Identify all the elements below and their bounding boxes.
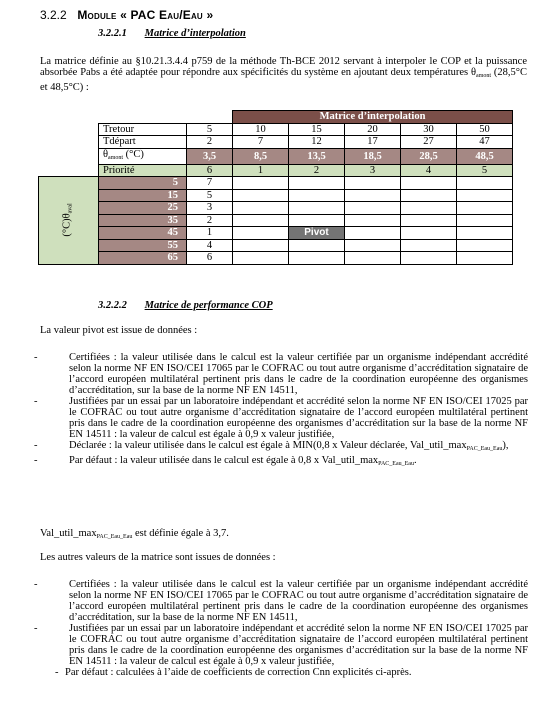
aval-priority: 7 [187,177,233,190]
aval-temp: 25 [99,202,187,215]
subsection-title-2: Matrice de performance COP [144,300,273,311]
pivot-cell: Pivot [289,227,345,240]
tretour-cell: 50 [457,123,513,136]
list-item: - Par défaut : calculées à l’aide de coefficients de correction Cnn explicités ci-après. [55,667,412,678]
theta-amont-cell: 13,5 [289,148,345,164]
aval-priority: 6 [187,252,233,265]
subsection-title-1: Matrice d’interpolation [144,28,246,39]
autres-intro: Les autres valeurs de la matrice sont issues de données : [40,552,276,563]
list-item: - Justifiées par un essai par un laboratoire indépendant et accrédité selon la norme NF EN ISO/CEI 17025 par le COFRAC ou tout autre organisme d’accréditation signataire de l’accord européen multilatéral pertinent pris dans le cadre de la coordination européenne des organismes d’accréditation sur la base de la norme NF EN 14511 : la valeur de calcul est égale à 0,9 x valeur justifiée, [34,396,528,440]
priorite-cell: 1 [233,164,289,177]
aval-row [39,202,513,215]
list-item: - Certifiées : la valeur utilisée dans le calcul est la valeur certifiée par un organisme indépendant accrédité selon la norme NF EN ISO/CEI 17065 par le COFRAC ou tout autre organisme d’accréditation signataire de l’accord européen multilatéral pertinent pris dans le cadre de la coordination européenne des organismes d’accréditation, sur la base de la norme NF EN 14511, [34,352,528,396]
aval-row [39,227,513,240]
tretour-label: Tretour [99,123,187,136]
aval-priority: 4 [187,239,233,252]
subsection-heading-2 [98,300,273,311]
intro-subscript: amont [476,73,492,79]
theta-aval-label: $(^\circ C)\theta_{aval}$ [39,177,99,265]
priorite-row [39,164,513,177]
pivot-intro: La valeur pivot est issue de données : [40,325,198,336]
tretour-cell: 5 [187,123,233,136]
tdepart-cell: 27 [401,136,457,149]
tretour-cell: 20 [345,123,401,136]
aval-temp: 15 [99,189,187,202]
aval-row [39,189,513,202]
aval-temp: 35 [99,214,187,227]
tdepart-label: Tdépart [99,136,187,149]
intro-text-1: La matrice définie au §10.21.3.4.4 p759 de la méthode Th-BCE 2012 servant à interpoler le COP et la puissance absorbée Pabs a été adaptée pour répondre aux spécificités du système en ajoutant deux températures θ [40,56,527,78]
subsection-heading-1 [98,28,246,39]
aval-priority: 3 [187,202,233,215]
matrix-header-row [39,111,513,124]
section-heading [40,8,213,22]
aval-temp: 45 [99,227,187,240]
aval-priority: 5 [187,189,233,202]
subsection-number-2: 3.2.2.2 [98,300,127,311]
list-item: - Déclarée : la valeur utilisée dans le calcul est égale à MIN(0,8 x Valeur déclarée, $Val\_util\_\max_{PAC\_Eau\_Eau}$), [34,440,509,452]
list-item: - Justifiées par un essai par un laboratoire indépendant et accrédité selon la norme NF EN ISO/CEI 17025 par le COFRAC ou tout autre organisme d’accréditation signataire de l’accord européen multilatéral pertinent pris dans le cadre de la coordination européenne des organismes d’accréditation sur la base de la norme NF EN 14511 : la valeur de calcul est égale à 0,9 x valeur justifiée, [34,623,528,667]
priorite-cell: 5 [457,164,513,177]
aval-priority: 2 [187,214,233,227]
tretour-row [39,123,513,136]
theta-amont-label: $\theta_{amont}$ (°C) [99,148,187,164]
aval-priority: 1 [187,227,233,240]
priorite-cell: 3 [345,164,401,177]
other-values-list [34,579,528,678]
aval-temp: 65 [99,252,187,265]
aval-row [39,177,513,190]
tdepart-cell: 7 [233,136,289,149]
theta-amont-cell: 8,5 [233,148,289,164]
tdepart-cell: 2 [187,136,233,149]
valutil-paragraph: $Val\_util\_\max_{PAC\_Eau\_Eau}$ est définie égale à 3,7. [40,528,229,540]
aval-row [39,239,513,252]
theta-amont-cell: 48,5 [457,148,513,164]
priorite-cell: 4 [401,164,457,177]
priorite-label: Priorité [99,164,187,177]
tdepart-cell: 17 [345,136,401,149]
section-number: 3.2.2 [40,8,67,22]
theta-amont-cell: 28,5 [401,148,457,164]
pivot-sources-list [34,352,528,470]
aval-temp: 5 [99,177,187,190]
priorite-cell: 2 [289,164,345,177]
theta-amont-cell: 18,5 [345,148,401,164]
section-title: Module « PAC Eau/Eau » [77,8,214,22]
matrix-header: Matrice d’interpolation [233,111,513,124]
theta-amont-cell: 3,5 [187,148,233,164]
tdepart-cell: 12 [289,136,345,149]
theta-amont-row [39,148,513,164]
list-item: - Certifiées : la valeur utilisée dans le calcul est la valeur certifiée par un organisme indépendant accrédité selon la norme NF EN ISO/CEI 17065 par le COFRAC ou tout autre organisme d’accréditation signataire de l’accord européen multilatéral pertinent pris dans le cadre de la coordination européenne des organismes d’accréditation, sur la base de la norme NF EN 14511, [34,579,528,623]
intro-text-2: (28,5°C et 48,5°C) : [40,67,528,93]
intro-paragraph [40,56,527,93]
tdepart-row [39,136,513,149]
tretour-cell: 15 [289,123,345,136]
aval-row [39,252,513,265]
interpolation-matrix [38,110,513,265]
aval-temp: 55 [99,239,187,252]
tretour-cell: 30 [401,123,457,136]
tdepart-cell: 47 [457,136,513,149]
tretour-cell: 10 [233,123,289,136]
aval-row [39,214,513,227]
list-item: - Par défaut : la valeur utilisée dans le calcul est égale à 0,8 x $Val\_util\_\max_{PAC\_Eau\_Eau}$. [34,455,417,467]
priorite-cell: 6 [187,164,233,177]
subsection-number-1: 3.2.2.1 [98,28,127,39]
